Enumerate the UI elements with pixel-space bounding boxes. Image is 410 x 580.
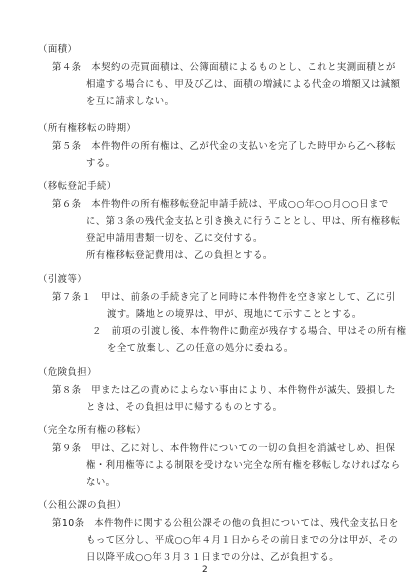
article-9-line-1: 第９条 甲は、乙に対し、本件物件についての一切の負担を消滅せしめ、担保 <box>52 443 396 454</box>
heading-area: （面積） <box>38 44 78 55</box>
article-4-line-2: 相違する場合にも、甲及び乙は、面積の増減による代金の増額又は減額 <box>86 79 401 90</box>
article-6-line-2: に、第３条の残代金支払と引き換えに行うこととし、甲は、所有権移転 <box>86 216 401 227</box>
article-6-line-3: 登記申請用書類一切を、乙に交付する。 <box>86 233 263 244</box>
article-9-line-3: ない。 <box>86 477 116 488</box>
article-5-line-2: する。 <box>86 158 116 169</box>
article-7-line-3: ２ 前項の引渡し後、本件物件に動産が残存する場合、甲はその所有権 <box>92 326 407 337</box>
article-6-line-1: 第６条 本件物件の所有権移転登記申請手続は、平成○○年○○月○○日まで <box>52 199 389 210</box>
article-9-line-2: 権・利用権等による制限を受けない完全な所有権を移転しなければなら <box>86 460 401 471</box>
heading-registration: （移転登記手続） <box>38 181 117 192</box>
article-10-line-1: 第10条 本件物件に関する公租公課その他の負担については、残代金支払日を <box>52 518 399 529</box>
article-10-line-2: もって区分し、平成○○年４月１日からその前日までの分は甲が、その <box>86 535 399 546</box>
article-4-line-1: 第４条 本契約の売買面積は、公簿面積によるものとし、これと実測面積とが <box>52 62 396 73</box>
article-6-line-4: 所有権移転登記費用は、乙の負担とする。 <box>86 250 273 261</box>
article-5-line-1: 第５条 本件物件の所有権は、乙が代金の支払いを完了した時甲から乙へ移転 <box>52 141 396 152</box>
article-7-line-1: 第７条１ 甲は、前条の手続き完了と同時に本件物件を空き家として、乙に引 <box>52 292 396 303</box>
heading-risk: （危険負担） <box>38 367 97 378</box>
page-number: 2 <box>202 565 208 575</box>
article-4-line-3: を互に請求しない。 <box>86 96 175 107</box>
article-7-line-2: 渡す。隣地との境界は、甲が、現地にて示すこととする。 <box>107 309 362 320</box>
heading-transfer-timing: （所有権移転の時期） <box>38 123 137 134</box>
article-7-line-4: を全て放棄し、乙の任意の処分に委ねる。 <box>107 343 294 354</box>
heading-delivery: （引渡等） <box>38 274 88 285</box>
article-8-line-1: 第８条 甲または乙の責めによらない事由により、本件物件が滅失、毀損した <box>52 385 396 396</box>
heading-taxes: （公租公課の負担） <box>38 500 127 511</box>
article-10-line-3: 日以降平成○○年３月３１日までの分は、乙が負担する。 <box>86 552 340 563</box>
heading-complete-ownership: （完全な所有権の移転） <box>38 425 147 436</box>
article-8-line-2: ときは、その負担は甲に帰するものとする。 <box>86 402 283 413</box>
